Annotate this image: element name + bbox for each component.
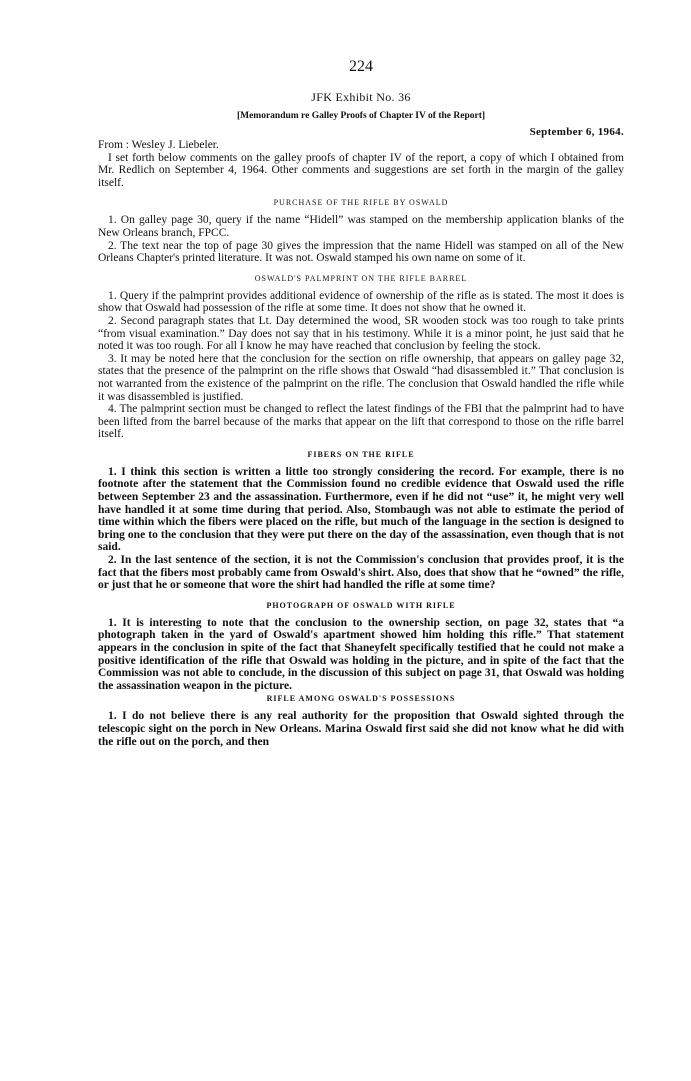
paragraph: 2. Second paragraph states that Lt. Day determined the wood, SR wooden stock was too rough to take prints “from visual examination.” Day does not say that in his testimony. While it is a minor point, he just said that he noted it was too rough. For all I know he may have reached that conclusion by feeling the stock. bbox=[98, 314, 624, 353]
paragraph: 2. In the last sentence of the section, it is not the Commission's conclusion that provides proof, it is the fact that the fibers most probably came from Oswald's shirt. Also, does that show that he “owned” the rifle, or just that he or someone that wore the shirt had handled the rifle at some time? bbox=[98, 554, 624, 592]
paragraph: 1. I do not believe there is any real authority for the proposition that Oswald sighted through the telescopic sight on the porch in New Orleans. Marina Oswald first said she did not know what he did with the rifle out on the porch, and then bbox=[98, 710, 624, 748]
section-heading-photograph: PHOTOGRAPH OF OSWALD WITH RIFLE bbox=[266, 600, 456, 610]
paragraph: 1. I think this section is written a little too strongly considering the record. For example, there is no footnote after the statement that the Commission found no credible evidence that Oswald used the rifle between September 23 and the assassination. Furthermore, even if he did not “use” it, he might very well have handled it at some time during that period. Also, Stombaugh was not able to estimate the period of time within which the fibers were placed on the rifle, but much of the language in the section is designed to bring one to the conclusion that they were put there on the day of the assassination, even though that is not said. bbox=[98, 465, 624, 554]
paragraph: 3. It may be noted here that the conclusion for the section on rifle ownership, that appears on galley page 32, states that the presence of the palmprint on the rifle shows that Oswald “had disassembled it.” That conclusion is not warranted from the existence of the palmprint on the rifle. The conclusion that Oswald handled the rifle while it was disassembled is justified. bbox=[98, 352, 624, 403]
paragraph: 1. Query if the palmprint provides additional evidence of ownership of the rifle as is stated. The most it does is show that Oswald had possession of the rifle at some time. It does not show that he owned it. bbox=[98, 289, 624, 315]
section-heading-possessions: RIFLE AMONG OSWALD'S POSSESSIONS bbox=[266, 694, 456, 704]
page-number: 224 bbox=[349, 58, 373, 75]
intro-paragraph: I set forth below comments on the galley proofs of chapter IV of the report, a copy of which I obtained from Mr. Redlich on September 4, 1964. Other comments and suggestions are set forth in the margin of the galley itself. bbox=[98, 151, 624, 189]
section-heading-palmprint: OSWALD'S PALMPRINT ON THE RIFLE BARREL bbox=[254, 273, 468, 283]
paragraph: 4. The palmprint section must be changed to reflect the latest findings of the FBI that the palmprint had to have been lifted from the barrel because of the marks that appear on the lift that correspond to those on the rifle barrel itself. bbox=[98, 403, 624, 441]
paragraph: 1. It is interesting to note that the conclusion to the ownership section, on page 32, states that “a photograph taken in the yard of Oswald's apartment showed him holding this rifle.” That statement appears in the conclusion in spite of the fact that Shaneyfelt specifically testified that he could not make a positive identification of the rifle that Oswald was holding in the picture, and in spite of the fact that the Commission was not able to conclude, in the discussion of this subject on page 31, that Oswald was holding the assassination weapon in the picture. bbox=[98, 616, 624, 692]
section-heading-fibers: FIBERS ON THE RIFLE bbox=[307, 449, 415, 459]
exhibit-title: JFK Exhibit No. 36 bbox=[311, 90, 411, 104]
paragraph: 2. The text near the top of page 30 gives the impression that the name Hidell was stamped on all of the New Orleans Chapter's printed literature. It was not. Oswald stamped his own name on some of it. bbox=[98, 239, 624, 265]
from-line: From : Wesley J. Liebeler. bbox=[98, 139, 219, 151]
page-content bbox=[98, 58, 624, 748]
memo-title: [Memorandum re Galley Proofs of Chapter IV of the Report] bbox=[236, 111, 486, 121]
memo-date: September 6, 1964. bbox=[529, 126, 624, 138]
paragraph: 1. On galley page 30, query if the name “Hidell” was stamped on the membership application blanks of the New Orleans branch, FPCC. bbox=[98, 214, 624, 239]
section-heading-purchase: PURCHASE OF THE RIFLE BY OSWALD bbox=[273, 198, 449, 208]
